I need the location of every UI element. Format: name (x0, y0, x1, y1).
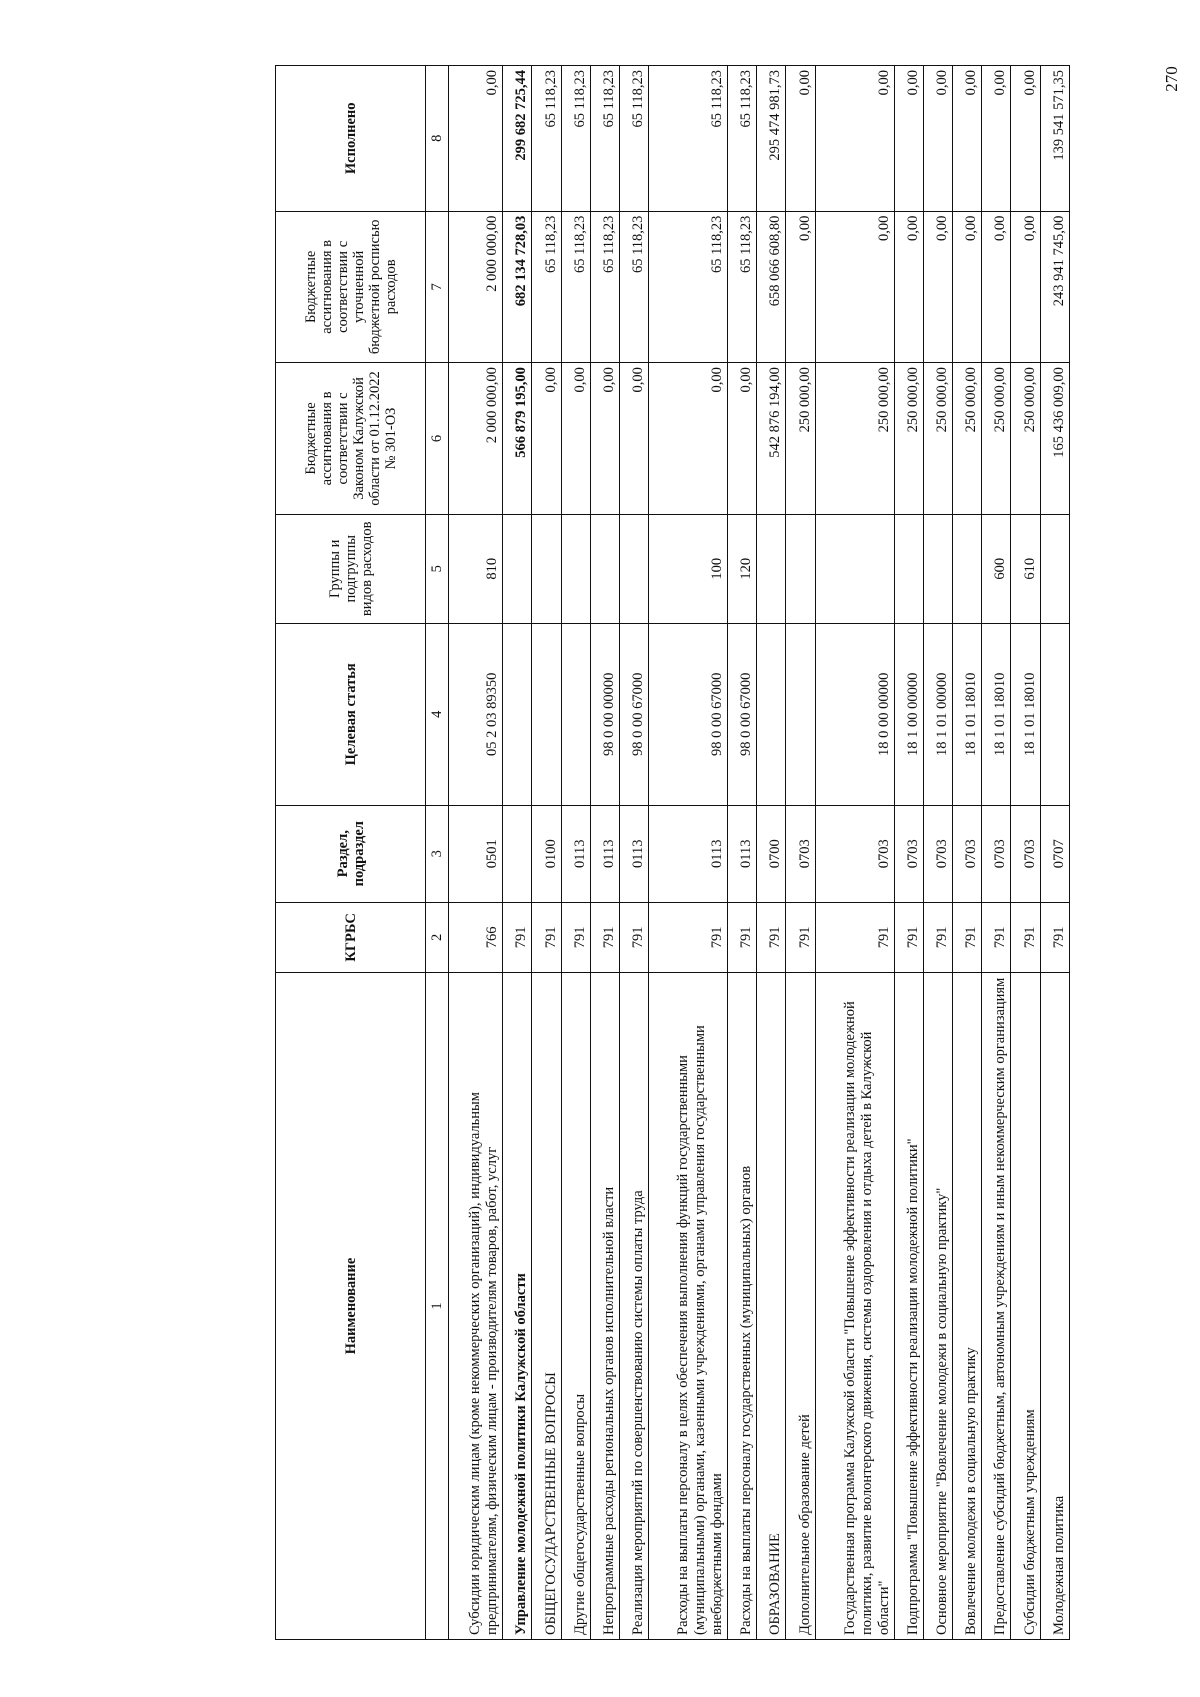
cell-gruppa (503, 514, 532, 623)
cell-name: Вовлечение молодежи в социальную практику (953, 973, 982, 1640)
cell-ispolneno: 0,00 (815, 66, 894, 212)
table-row (786, 66, 815, 1640)
cell-ispolneno: 139 541 571,35 (1040, 66, 1069, 212)
cell-gruppa (590, 514, 619, 623)
table-row (561, 66, 590, 1640)
cell-rospis: 65 118,23 (532, 211, 561, 363)
cell-gruppa (923, 514, 952, 623)
cell-kgrbs: 791 (953, 902, 982, 972)
cell-rospis: 0,00 (786, 211, 815, 363)
cell-kgrbs: 791 (982, 902, 1011, 972)
table-row (590, 66, 619, 1640)
cell-gruppa (894, 514, 923, 623)
cell-statya: 98 0 00 00000 (590, 623, 619, 805)
table-row (619, 66, 648, 1640)
cell-rospis: 65 118,23 (590, 211, 619, 363)
cell-name: Подпрограмма "Повышение эффективности реализации молодежной политики" (894, 973, 923, 1640)
cell-statya (503, 623, 532, 805)
cell-gruppa (1040, 514, 1069, 623)
cell-ispolneno: 65 118,23 (561, 66, 590, 212)
cell-zakon: 0,00 (619, 363, 648, 515)
cell-gruppa (953, 514, 982, 623)
column-number: 3 (426, 805, 449, 902)
column-number: 6 (426, 363, 449, 515)
cell-statya: 18 1 01 18010 (982, 623, 1011, 805)
cell-zakon: 0,00 (728, 363, 757, 515)
cell-gruppa: 610 (1011, 514, 1040, 623)
cell-rospis: 0,00 (923, 211, 952, 363)
table-row (728, 66, 757, 1640)
table-row (649, 66, 728, 1640)
cell-ispolneno: 0,00 (982, 66, 1011, 212)
header-gruppa: Группы и подгруппы видов расходов (276, 514, 426, 623)
cell-kgrbs: 791 (590, 902, 619, 972)
cell-rospis: 0,00 (982, 211, 1011, 363)
cell-name: Другие общегосударственные вопросы (561, 973, 590, 1640)
cell-name: Субсидии бюджетным учреждениям (1011, 973, 1040, 1640)
cell-statya (1040, 623, 1069, 805)
cell-gruppa: 100 (649, 514, 728, 623)
cell-ispolneno: 0,00 (923, 66, 952, 212)
cell-rospis: 65 118,23 (561, 211, 590, 363)
header-kgrbs: КГРБС (276, 902, 426, 972)
table-row (1011, 66, 1040, 1640)
cell-kgrbs: 791 (815, 902, 894, 972)
cell-statya: 18 0 00 00000 (815, 623, 894, 805)
cell-zakon: 0,00 (561, 363, 590, 515)
cell-statya: 18 1 00 00000 (894, 623, 923, 805)
cell-gruppa (757, 514, 786, 623)
cell-name: Непрограммные расходы региональных органов исполнительной власти (590, 973, 619, 1640)
cell-name: Молодежная политика (1040, 973, 1069, 1640)
cell-ispolneno: 295 474 981,73 (757, 66, 786, 212)
cell-zakon: 250 000,00 (953, 363, 982, 515)
cell-razdel: 0100 (532, 805, 561, 902)
cell-statya (561, 623, 590, 805)
cell-statya: 98 0 00 67000 (619, 623, 648, 805)
cell-gruppa (561, 514, 590, 623)
cell-name: Расходы на выплаты персоналу в целях обеспечения выполнения функций государственными (муниципальными) органами, казенными учреждениями, органами управления государственными внебюджетными фондами (649, 973, 728, 1640)
column-number: 1 (426, 973, 449, 1640)
cell-name: Основное мероприятие "Вовлечение молодежи в социальную практику" (923, 973, 952, 1640)
cell-name: Субсидии юридическим лицам (кроме некоммерческих организаций), индивидуальным предпринимателям, физическим лицам - производителям товаров, работ, услуг (449, 973, 503, 1640)
page-number: 270 (1162, 66, 1181, 92)
cell-zakon: 250 000,00 (815, 363, 894, 515)
cell-name: Расходы на выплаты персоналу государственных (муниципальных) органов (728, 973, 757, 1640)
column-number-row (426, 66, 449, 1640)
cell-rospis: 0,00 (1011, 211, 1040, 363)
cell-name: ОБРАЗОВАНИЕ (757, 973, 786, 1640)
cell-kgrbs: 791 (894, 902, 923, 972)
cell-ispolneno: 65 118,23 (619, 66, 648, 212)
cell-rospis: 65 118,23 (619, 211, 648, 363)
cell-zakon: 2 000 000,00 (449, 363, 503, 515)
cell-name: Реализация мероприятий по совершенствованию системы оплаты труда (619, 973, 648, 1640)
cell-zakon: 250 000,00 (786, 363, 815, 515)
cell-name: Государственная программа Калужской области "Повышение эффективности реализации молодежной политики, развитие волонтерского движения, системы оздоровления и отдыха детей в Калужской области" (815, 973, 894, 1640)
budget-table (275, 65, 1070, 1640)
cell-kgrbs: 791 (503, 902, 532, 972)
cell-ispolneno: 0,00 (1011, 66, 1040, 212)
cell-ispolneno: 299 682 725,44 (503, 66, 532, 212)
cell-ispolneno: 0,00 (449, 66, 503, 212)
cell-name: ОБЩЕГОСУДАРСТВЕННЫЕ ВОПРОСЫ (532, 973, 561, 1640)
cell-gruppa: 120 (728, 514, 757, 623)
cell-kgrbs: 791 (532, 902, 561, 972)
cell-rospis: 243 941 745,00 (1040, 211, 1069, 363)
cell-name: Управление молодежной политики Калужской области (503, 973, 532, 1640)
cell-zakon: 0,00 (532, 363, 561, 515)
cell-razdel (503, 805, 532, 902)
cell-zakon: 566 879 195,00 (503, 363, 532, 515)
cell-gruppa (532, 514, 561, 623)
cell-ispolneno: 65 118,23 (532, 66, 561, 212)
table-row (982, 66, 1011, 1640)
table-row (1040, 66, 1069, 1640)
cell-statya (757, 623, 786, 805)
cell-zakon: 0,00 (590, 363, 619, 515)
cell-gruppa (786, 514, 815, 623)
header-rospis: Бюджетные ассигнования в соответствии с уточненной бюджетной росписью расходов (276, 211, 426, 363)
cell-statya: 05 2 03 89350 (449, 623, 503, 805)
cell-razdel: 0703 (953, 805, 982, 902)
cell-razdel: 0501 (449, 805, 503, 902)
table-row (815, 66, 894, 1640)
cell-zakon: 250 000,00 (982, 363, 1011, 515)
cell-rospis: 0,00 (894, 211, 923, 363)
table-row (923, 66, 952, 1640)
cell-statya: 18 1 01 18010 (953, 623, 982, 805)
cell-gruppa: 600 (982, 514, 1011, 623)
budget-table-sheet (275, 65, 1070, 1640)
cell-zakon: 250 000,00 (1011, 363, 1040, 515)
header-zakon: Бюджетные ассигнования в соответствии с Законом Калужской области от 01.12.2022 № 301-ОЗ (276, 363, 426, 515)
cell-kgrbs: 791 (561, 902, 590, 972)
cell-statya (786, 623, 815, 805)
cell-kgrbs: 791 (728, 902, 757, 972)
cell-zakon: 542 876 194,00 (757, 363, 786, 515)
cell-rospis: 65 118,23 (649, 211, 728, 363)
table-row (532, 66, 561, 1640)
cell-gruppa: 810 (449, 514, 503, 623)
cell-zakon: 250 000,00 (894, 363, 923, 515)
cell-ispolneno: 0,00 (786, 66, 815, 212)
header-name: Наименование (276, 973, 426, 1640)
cell-name: Предоставление субсидий бюджетным, автономным учреждениям и иным некоммерческим организациям (982, 973, 1011, 1640)
table-row (503, 66, 532, 1640)
cell-razdel: 0703 (923, 805, 952, 902)
cell-gruppa (619, 514, 648, 623)
cell-razdel: 0703 (1011, 805, 1040, 902)
cell-razdel: 0703 (815, 805, 894, 902)
column-number: 2 (426, 902, 449, 972)
cell-ispolneno: 0,00 (894, 66, 923, 212)
table-row (953, 66, 982, 1640)
cell-kgrbs: 791 (619, 902, 648, 972)
cell-razdel: 0113 (590, 805, 619, 902)
cell-statya (532, 623, 561, 805)
header-ispolneno: Исполнено (276, 66, 426, 212)
column-number: 8 (426, 66, 449, 212)
table-row (894, 66, 923, 1640)
cell-name: Дополнительное образование детей (786, 973, 815, 1640)
cell-razdel: 0113 (728, 805, 757, 902)
column-number: 7 (426, 211, 449, 363)
cell-kgrbs: 791 (923, 902, 952, 972)
cell-rospis: 658 066 608,80 (757, 211, 786, 363)
cell-zakon: 0,00 (649, 363, 728, 515)
cell-ispolneno: 65 118,23 (590, 66, 619, 212)
cell-zakon: 165 436 009,00 (1040, 363, 1069, 515)
cell-kgrbs: 766 (449, 902, 503, 972)
column-number: 5 (426, 514, 449, 623)
cell-razdel: 0700 (757, 805, 786, 902)
cell-rospis: 65 118,23 (728, 211, 757, 363)
cell-ispolneno: 65 118,23 (649, 66, 728, 212)
cell-kgrbs: 791 (1011, 902, 1040, 972)
cell-statya: 98 0 00 67000 (728, 623, 757, 805)
header-statya: Целевая статья (276, 623, 426, 805)
cell-gruppa (815, 514, 894, 623)
table-row (757, 66, 786, 1640)
cell-statya: 18 1 01 00000 (923, 623, 952, 805)
cell-rospis: 2 000 000,00 (449, 211, 503, 363)
header-row (276, 66, 426, 1640)
cell-rospis: 0,00 (815, 211, 894, 363)
cell-razdel: 0113 (649, 805, 728, 902)
table-body (449, 66, 1070, 1640)
header-razdel: Раздел, подраздел (276, 805, 426, 902)
cell-razdel: 0707 (1040, 805, 1069, 902)
cell-statya: 98 0 00 67000 (649, 623, 728, 805)
cell-razdel: 0703 (894, 805, 923, 902)
cell-kgrbs: 791 (786, 902, 815, 972)
cell-zakon: 250 000,00 (923, 363, 952, 515)
column-number: 4 (426, 623, 449, 805)
cell-rospis: 0,00 (953, 211, 982, 363)
cell-statya: 18 1 01 18010 (1011, 623, 1040, 805)
table-row (449, 66, 503, 1640)
cell-rospis: 682 134 728,03 (503, 211, 532, 363)
cell-kgrbs: 791 (757, 902, 786, 972)
cell-ispolneno: 65 118,23 (728, 66, 757, 212)
cell-kgrbs: 791 (1040, 902, 1069, 972)
cell-kgrbs: 791 (649, 902, 728, 972)
cell-razdel: 0113 (619, 805, 648, 902)
cell-razdel: 0703 (982, 805, 1011, 902)
cell-razdel: 0113 (561, 805, 590, 902)
cell-ispolneno: 0,00 (953, 66, 982, 212)
cell-razdel: 0703 (786, 805, 815, 902)
